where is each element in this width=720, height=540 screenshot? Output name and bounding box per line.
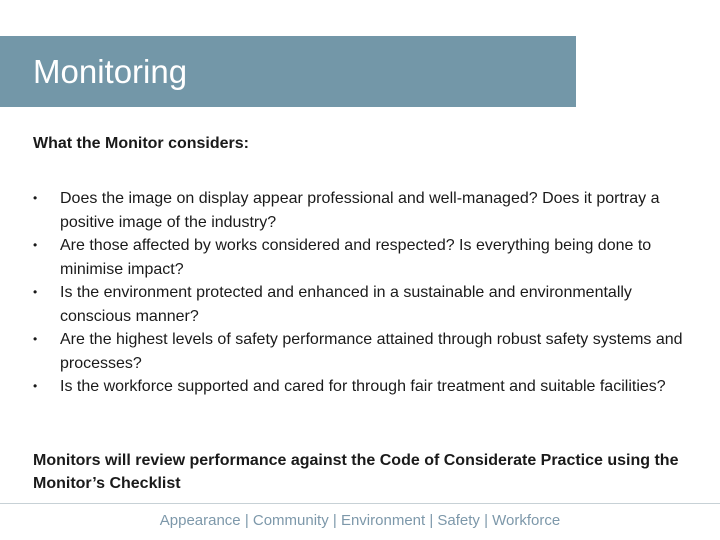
slide-title: Monitoring <box>33 53 188 90</box>
section-heading: What the Monitor considers: <box>33 135 249 152</box>
bullet-icon: • <box>33 285 38 299</box>
bullet-appearance <box>33 187 683 234</box>
bullet-safety <box>33 328 683 375</box>
footer-categories: Appearance | Community | Environment | Safety | Workforce <box>159 512 561 529</box>
bullet-icon: • <box>33 379 38 393</box>
bullet-icon: • <box>33 238 38 252</box>
bullet-text: Does the image on display appear professional and well-managed? Does it portray a positive image of the industry? <box>60 190 660 231</box>
closing-statement: Monitors will review performance against the Code of Considerate Practice using the Monitor’s Checklist <box>33 452 679 492</box>
bullet-text: Are the highest levels of safety performance attained through robust safety systems and processes? <box>60 331 683 372</box>
bullet-environment <box>33 281 683 328</box>
bullet-icon: • <box>33 191 38 205</box>
considerations-list <box>33 187 683 399</box>
footer-divider <box>0 503 720 504</box>
bullet-text: Is the environment protected and enhanced in a sustainable and environmentally conscious manner? <box>60 284 632 325</box>
bullet-icon: • <box>33 332 38 346</box>
bullet-text: Are those affected by works considered and respected? Is everything being done to minimise impact? <box>60 237 652 278</box>
bullet-community <box>33 234 683 281</box>
bullet-text: Is the workforce supported and cared for through fair treatment and suitable facilities? <box>60 378 666 395</box>
bullet-workforce <box>33 375 683 399</box>
